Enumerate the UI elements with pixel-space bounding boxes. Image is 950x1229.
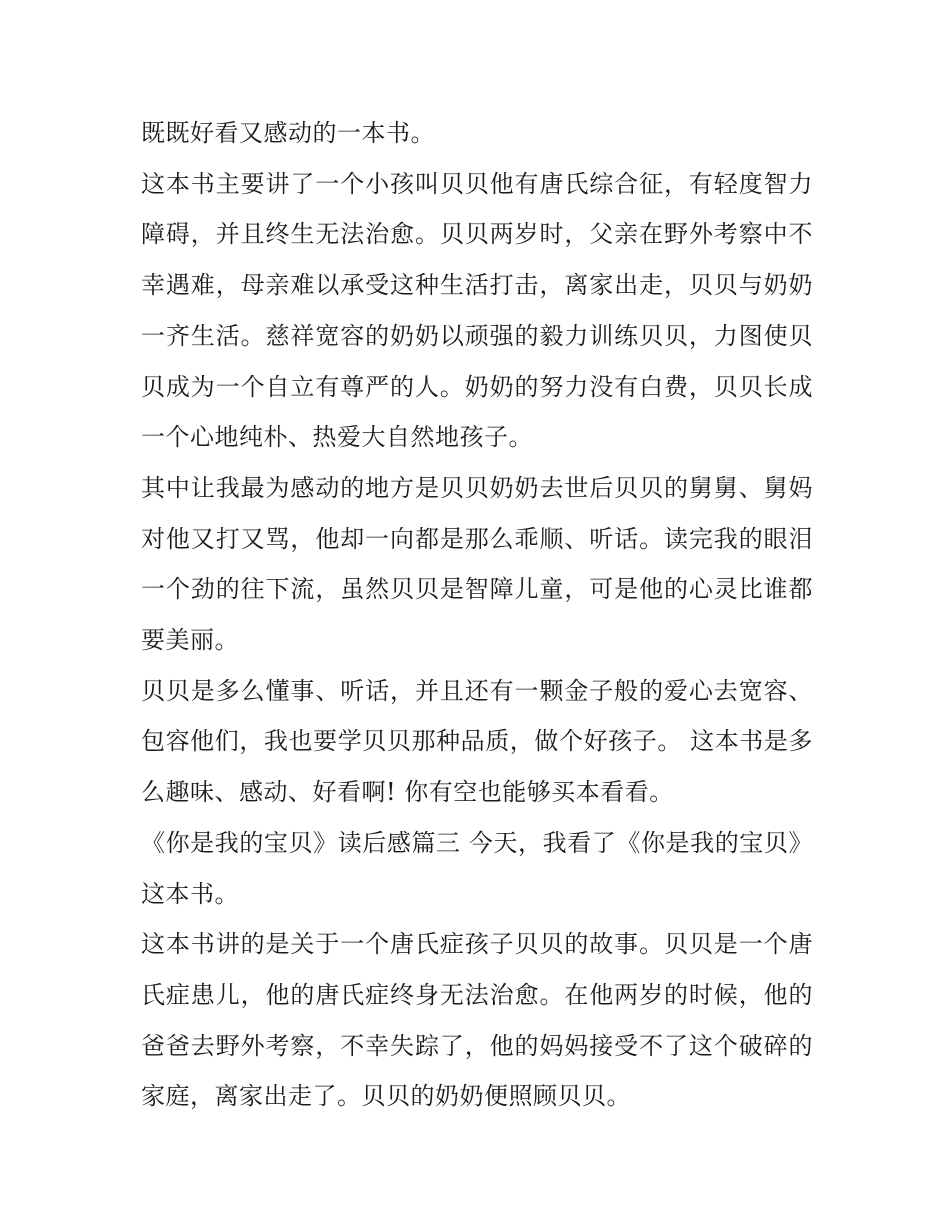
paragraph-6: 这本书讲的是关于一个唐氏症孩子贝贝的故事。贝贝是一个唐氏症患儿，他的唐氏症终身无法治愈。在他两岁的时候，他的爸爸去野外考察，不幸失踪了，他的妈妈接受不了这个破碎的家庭，离家出走了。贝贝的奶奶便照顾贝贝。 <box>141 930 813 1111</box>
paragraph-2: 这本书主要讲了一个小孩叫贝贝他有唐氏综合征，有轻度智力障碍，并且终生无法治愈。贝贝两岁时，父亲在野外考察中不幸遇难，母亲难以承受这种生活打击，离家出走，贝贝与奶奶一齐生活。慈祥宽容的奶奶以顽强的毅力训练贝贝，力图使贝贝成为一个自立有尊严的人。奶奶的努力没有白费，贝贝长成一个心地纯朴、热爱大自然地孩子。 <box>141 169 813 452</box>
paragraph-1: 既既好看又感动的一本书。 <box>141 119 435 147</box>
document-body <box>141 108 813 1122</box>
paragraph-4: 贝贝是多么懂事、听话，并且还有一颗金子般的爱心去宽容、包容他们，我也要学贝贝那种品质，做个好孩子。 这本书是多么趣味、感动、好看啊! 你有空也能够买本看看。 <box>141 676 813 807</box>
paragraph-3: 其中让我最为感动的地方是贝贝奶奶去世后贝贝的舅舅、舅妈对他又打又骂，他却一向都是那么乖顺、听话。读完我的眼泪一个劲的往下流，虽然贝贝是智障儿童，可是他的心灵比谁都要美丽。 <box>141 473 813 655</box>
paragraph-5: 《你是我的宝贝》读后感篇三 今天，我看了《你是我的宝贝》这本书。 <box>141 828 813 908</box>
